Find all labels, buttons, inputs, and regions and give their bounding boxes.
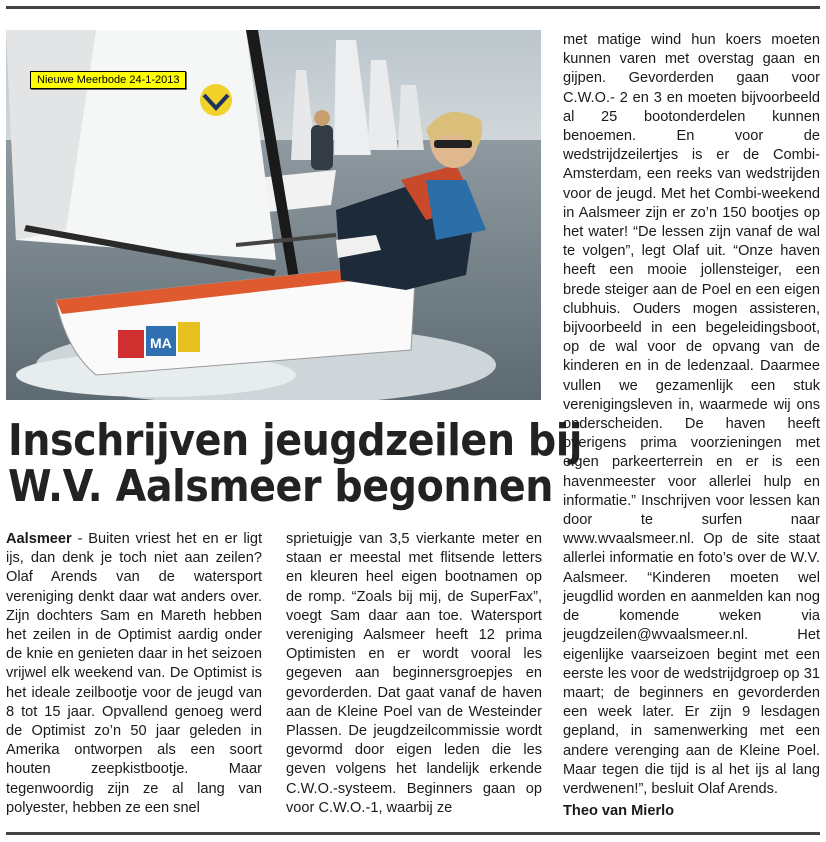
article-photo bbox=[6, 30, 541, 400]
svg-text:MA: MA bbox=[150, 335, 172, 351]
source-tag: Nieuwe Meerbode 24-1-2013 bbox=[30, 71, 186, 89]
headline bbox=[8, 415, 583, 512]
headline-line1: Inschrijven jeugdzeilen bij bbox=[8, 415, 583, 466]
top-rule bbox=[6, 6, 820, 9]
byline: Theo van Mierlo bbox=[563, 803, 675, 819]
dateline: Aalsmeer bbox=[6, 531, 72, 547]
article-column-2: sprietuigje van 3,5 vierkante meter en staan er meestal met flitsende letters en kleuren heel eigen bootnamen op de romp. “Zoals bij mij, de SuperFax”, voegt Sam daar aan toe. Watersport vereniging Aalsmeer heeft 12 prima Optimisten en er wordt vooral les gegeven aan beginnersgroepjes en gevorderden. Dat gaat vanaf de haven aan de Kleine Poel van de Westeinder Plassen. De jeugdzeilcommissie wordt gevormd door eigen leden die les geven volgens het landelijk erkende C.W.O.-systeem. Beginners gaan op voor C.W.O.-1, waarbij ze bbox=[286, 531, 542, 816]
article-column-1 bbox=[6, 530, 262, 818]
headline-line2: W.V. Aalsmeer begonnen bbox=[8, 461, 553, 512]
column-1-text: - Buiten vriest het en er ligt ijs, dan denk je toch niet aan zeilen? Olaf Arends van de watersport vereniging denkt daar wat anders over. Zijn dochters Sam en Mareth hebben het zeilen in de Optimist aardig onder de knie en genieten daar in het seizoen vrijwel elk weekend van. De Optimist is het ideale zeilbootje voor de jeugd van 8 tot 15 jaar. Opvallend genoeg werd de Optimist zo’n 50 jaar geleden in Amerika ontworpen als een soort houten zeepkistbootje. Maar tegenwoordig zijn ze al lang van polyester, hebben ze een snel bbox=[6, 531, 262, 816]
bottom-rule bbox=[6, 832, 820, 835]
article-column-3: met matige wind hun koers moeten kunnen varen met overstag gaan en gijpen. Gevorderden gaan voor C.W.O.- 2 en 3 en moeten bijvoorbeeld al 25 bootonderdelen kunnen benoemen. En voor de wedstrijdzeilertjes is er de Combi-Amsterdam, een reeks van wedstrijden voor de jeugd. Met het Combi-weekend in Aalsmeer zijn er zo’n 150 bootjes op het water! “De lessen zijn vanaf de wal te volgen”, legt Olaf uit. “Onze haven heeft een mooie jollensteiger, een brede steiger aan de Poel en een eigen clubhuis. Ouders mogen assisteren, bijvoorbeeld in een begeleidingsboot, op de wal voor de opvang van de kinderen en in de ledenzaal. Daarmee vullen we gezamenlijk een stuk verenigingsleven in, waarmede wij ons onderscheiden. De haven heeft overigens prima voorzieningen met eigen parkeerterrein en er is een havenmeester voor allerlei hulp en informatie.” Inschrijven voor lessen kan door te surfen naar www.wvaalsmeer.nl. Op de site staat allerlei informatie en foto’s over de W.V. Aalsmeer. “Kinderen moeten wel jeugdlid worden en aanmelden kan nog de komende weken via jeugdzeilen@wvaalsmeer.nl. Het eigenlijke vaarseizoen begint met een eerste les voor de wedstrijdgroep op 31 maart; de beginners en gevorderden een week later. Er zijn 9 lesdagen gepland, in samenwerking met een andere verenging aan de Kleine Poel. Maar tegen die tijd is al het ijs al lang verdwenen!”, besluit Olaf Arends. bbox=[563, 32, 820, 797]
